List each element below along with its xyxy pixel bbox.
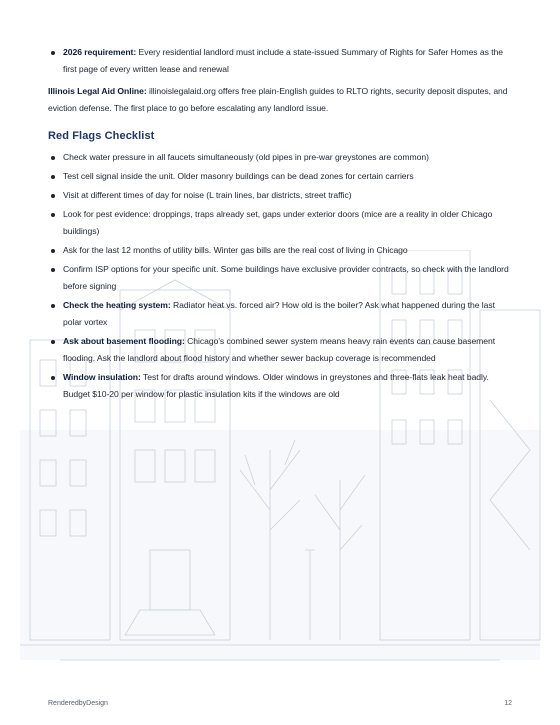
page-number: 12 <box>504 700 512 707</box>
item-lead: Check the heating system: <box>63 300 171 310</box>
list-item <box>48 369 514 403</box>
item-text: Ask for the last 12 months of utility bills. Winter gas bills are the real cost of living in Chicago <box>63 245 408 255</box>
paragraph-lead: Illinois Legal Aid Online: <box>48 86 147 96</box>
list-item <box>48 149 514 166</box>
item-text: Confirm ISP options for your specific unit. Some buildings have exclusive provider contracts, so check with the landlord before signing <box>63 264 509 291</box>
item-text: Test cell signal inside the unit. Older masonry buildings can be dead zones for certain carriers <box>63 171 414 181</box>
list-item <box>48 242 514 259</box>
footer-brand: RenderedbyDesign <box>48 700 108 707</box>
item-lead: Window insulation: <box>63 372 141 382</box>
list-item <box>48 44 514 78</box>
page-footer <box>48 700 512 707</box>
item-text: Every residential landlord must include a state-issued Summary of Rights for Safer Homes as the first page of every written lease and renewal <box>63 47 503 74</box>
item-text: Radiator heat vs. forced air? How old is the boiler? Ask what happened during the last polar vortex <box>63 300 495 327</box>
checklist <box>48 149 514 403</box>
legal-aid-paragraph <box>48 83 514 117</box>
item-text: Visit at different times of day for noise (L train lines, bar districts, street traffic) <box>63 190 352 200</box>
list-item <box>48 206 514 240</box>
item-text: Look for pest evidence: droppings, traps already set, gaps under exterior doors (mice are a reality in older Chicago buildings) <box>63 209 493 236</box>
intro-list <box>48 44 514 78</box>
section-heading: Red Flags Checklist <box>48 130 155 142</box>
item-text: Chicago's combined sewer system means heavy rain events can cause basement flooding. Ask the landlord about flood history and whether sewer backup coverage is recommended <box>63 336 496 363</box>
main-content <box>48 44 514 405</box>
item-text: Test for drafts around windows. Older windows in greystones and three-flats leak heat badly. Budget $10-20 per window for plastic insulation kits if the windows are old <box>63 372 489 399</box>
item-lead: Ask about basement flooding: <box>63 336 185 346</box>
item-text: Check water pressure in all faucets simultaneously (old pipes in pre-war greystones are common) <box>63 152 429 162</box>
paragraph-text: illinoislegalaid.org offers free plain-English guides to RLTO rights, security deposit disputes, and eviction defense. The first place to go before escalating any landlord issue. <box>48 86 508 113</box>
item-lead: 2026 requirement: <box>63 47 137 57</box>
list-item <box>48 261 514 295</box>
list-item <box>48 333 514 367</box>
list-item <box>48 168 514 185</box>
list-item <box>48 297 514 331</box>
list-item <box>48 187 514 204</box>
